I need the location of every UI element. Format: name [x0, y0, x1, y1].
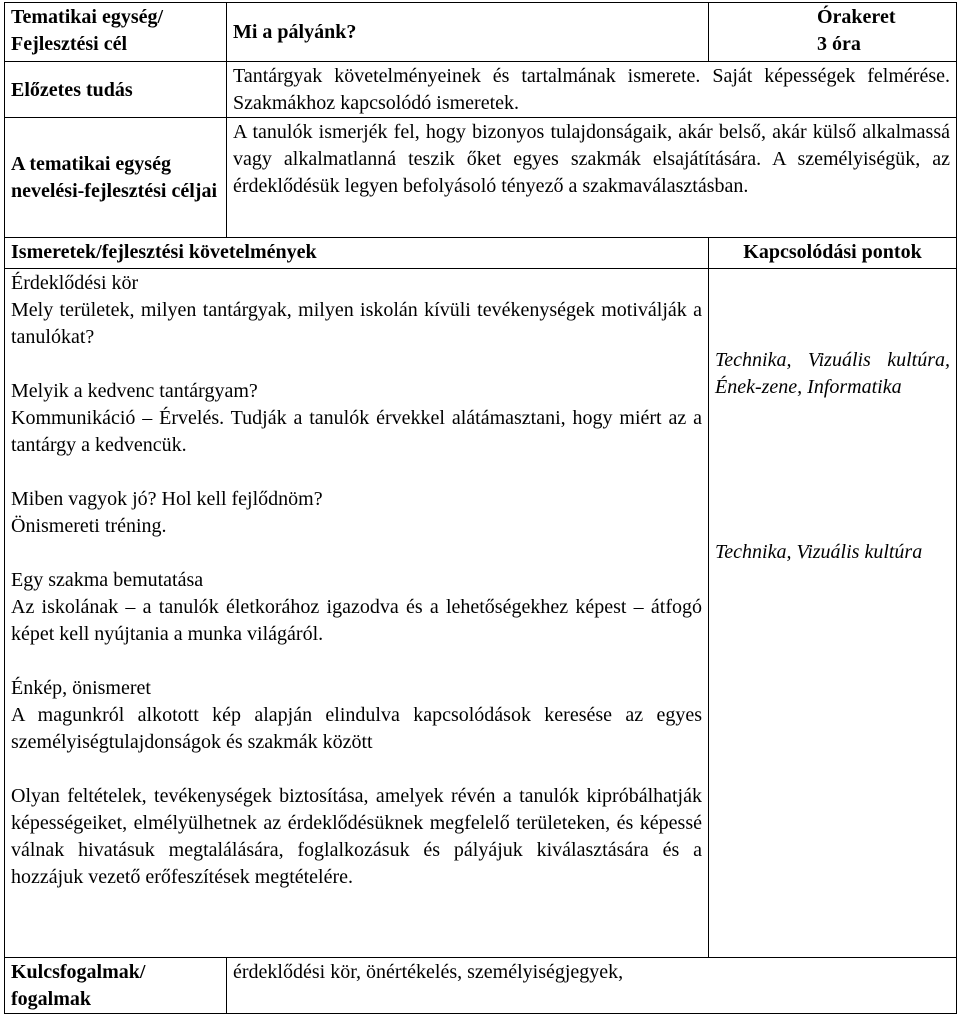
section1-text2: Kommunikáció – Érvelés. Tudják a tanulók érvekkel alátámasztani, hogy miért az a tantárgy a kedvencük. — [11, 407, 702, 456]
links-content-cell — [709, 269, 957, 958]
section3-title: Egy szakma bemutatása — [11, 569, 204, 591]
prior-knowledge-label-cell — [5, 62, 227, 118]
section2-line2: Önismereti tréning. — [11, 515, 167, 537]
goals-label: A tematikai egység nevelési-fejlesztési céljai — [11, 153, 218, 202]
key-concepts-label-line2: fogalmak — [11, 988, 91, 1010]
prior-knowledge-text-cell — [227, 62, 957, 118]
section2-line1: Miben vagyok jó? Hol kell fejlődnöm? — [11, 488, 323, 510]
goals-text: A tanulók ismerjék fel, hogy bizonyos tulajdonságaik, akár belső, akár külső alkalmassá vagy alkalmatlanná teszik őket egyes szakmák elsajátítására. A személyiségük, az érdeklődésük legyen befolyásoló tényező a szakmaválasztásban. — [233, 121, 950, 197]
key-concepts-text: érdeklődési kör, önértékelés, személyiségjegyek, — [233, 961, 624, 983]
section1-title: Érdeklődési kör — [11, 272, 139, 294]
section3-links: Technika, Vizuális kultúra — [715, 541, 923, 563]
key-concepts-label-cell — [5, 958, 227, 1014]
header-row — [5, 3, 957, 62]
prior-knowledge-row — [5, 62, 957, 118]
section3-text: Az iskolának – a tanulók életkorához igazodva és a lehetőségekhez képest – átfogó képet kell nyújtania a munka világáról. — [11, 596, 702, 645]
requirements-header-label: Ismeretek/fejlesztési követelmények — [11, 241, 317, 263]
prior-knowledge-text: Tantárgyak követelményeinek és tartalmának ismerete. Saját képességek felmérése. Szakmákhoz kapcsolódó ismeretek. — [233, 65, 950, 114]
prior-knowledge-label: Előzetes tudás — [11, 78, 133, 101]
section4-title: Énkép, önismeret — [11, 677, 151, 699]
unit-title: Mi a pályánk? — [233, 21, 357, 43]
key-concepts-row — [5, 958, 957, 1014]
requirements-header-row — [5, 238, 957, 269]
section1-text: Mely területek, milyen tantárgyak, milyen iskolán kívüli tevékenységek motiválják a tanulókat? — [11, 299, 702, 348]
section4-text: A magunkról alkotott kép alapján elindulva kapcsolódások keresése az egyes személyiségtulajdonságok és szakmák között — [11, 704, 702, 753]
unit-title-cell — [227, 3, 709, 62]
links-header — [709, 238, 957, 269]
section1-links: Technika, Vizuális kultúra, Ének-zene, Informatika — [715, 349, 950, 398]
curriculum-table — [4, 2, 957, 1014]
section1-question: Melyik a kedvenc tantárgyam? — [11, 380, 258, 402]
section5-text: Olyan feltételek, tevékenységek biztosítása, amelyek révén a tanulók kipróbálhatják képességeiket, elmélyülhetnek az érdeklődésüknek megfelelő területeken, és képessé válnak hivatásuk megtalálására, foglalkozásuk és pályájuk kiválasztására és a hozzájuk vezető erőfeszítések megtételére. — [11, 785, 702, 888]
hours-label: Órakeret — [817, 6, 896, 28]
goals-text-cell — [227, 118, 957, 238]
hours-cell — [709, 3, 957, 62]
goals-label-cell — [5, 118, 227, 238]
links-header-label: Kapcsolódási pontok — [743, 241, 922, 263]
key-concepts-label-line1: Kulcsfogalmak/ — [11, 961, 146, 983]
goals-row — [5, 118, 957, 238]
unit-label-line2: Fejlesztési cél — [11, 33, 128, 55]
content-row — [5, 269, 957, 958]
hours-value: 3 óra — [817, 33, 861, 55]
unit-label-line1: Tematikai egység/ — [11, 6, 164, 28]
requirements-header — [5, 238, 709, 269]
requirements-content-cell — [5, 269, 709, 958]
unit-label-cell — [5, 3, 227, 62]
key-concepts-text-cell — [227, 958, 957, 1014]
